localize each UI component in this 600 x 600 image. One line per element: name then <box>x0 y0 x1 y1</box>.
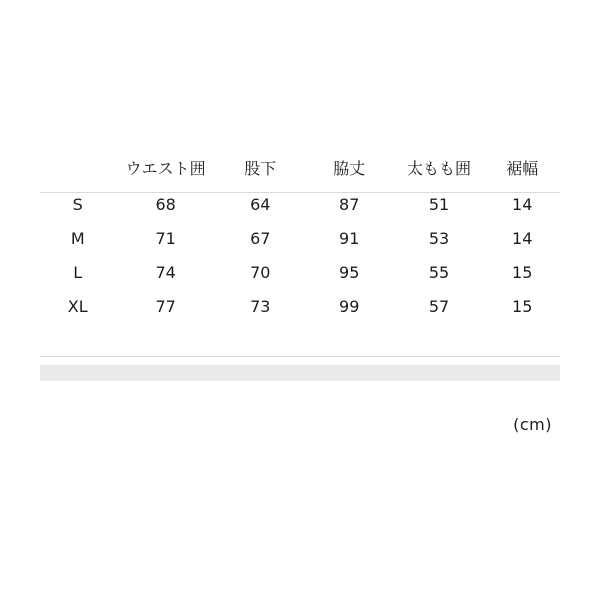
table-row <box>40 222 560 256</box>
column-header-size <box>40 150 115 188</box>
cell-xl-hem-width: 15 <box>512 297 533 316</box>
cell-m-waist: 71 <box>155 229 176 248</box>
table-bottom-divider <box>40 356 560 357</box>
size-chart-table <box>40 150 560 324</box>
column-header-hem-width: 裾幅 <box>506 159 539 178</box>
cell-l-hem-width: 15 <box>512 263 533 282</box>
column-header-waist: ウエスト囲 <box>125 159 206 178</box>
table-header-row <box>40 150 560 188</box>
row-label-s: S <box>72 195 83 214</box>
column-header-thigh: 太もも囲 <box>407 159 472 178</box>
table-row <box>40 290 560 324</box>
cell-xl-side-length: 99 <box>339 297 360 316</box>
cell-m-thigh: 53 <box>428 229 450 248</box>
cell-xl-inseam: 73 <box>250 297 271 316</box>
column-header-inseam: 股下 <box>244 159 277 178</box>
table-row <box>40 188 560 222</box>
cell-l-waist: 74 <box>155 263 176 282</box>
table-body <box>40 188 560 324</box>
table-header <box>40 150 560 188</box>
cell-s-inseam: 64 <box>250 195 271 214</box>
cell-xl-thigh: 57 <box>428 297 450 316</box>
row-label-m: M <box>70 229 85 248</box>
unit-note: (cm) <box>513 415 552 434</box>
cell-l-side-length: 95 <box>339 263 360 282</box>
cell-s-thigh: 51 <box>428 195 450 214</box>
decorative-band <box>40 365 560 381</box>
table-row <box>40 256 560 290</box>
cell-s-waist: 68 <box>155 195 176 214</box>
cell-m-inseam: 67 <box>250 229 271 248</box>
cell-l-inseam: 70 <box>250 263 271 282</box>
cell-m-side-length: 91 <box>339 229 360 248</box>
row-label-xl: XL <box>67 297 88 316</box>
cell-m-hem-width: 14 <box>512 229 533 248</box>
cell-s-side-length: 87 <box>339 195 360 214</box>
cell-xl-waist: 77 <box>155 297 176 316</box>
cell-l-thigh: 55 <box>428 263 450 282</box>
row-label-l: L <box>73 263 83 282</box>
column-header-side-length: 脇丈 <box>333 159 366 178</box>
cell-s-hem-width: 14 <box>512 195 533 214</box>
